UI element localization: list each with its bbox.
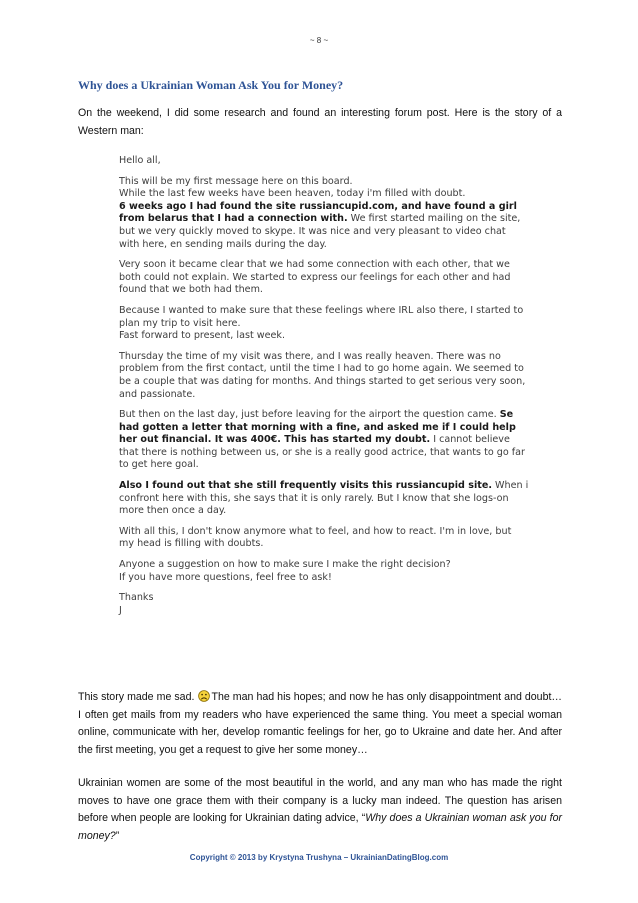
closing-paragraph	[78, 775, 562, 845]
closing-text: Ukrainian women are some of the most beautiful in the world, and any man who has made the right moves to have one grace them with their company is a lucky man indeed. The question has arisen before when people are looking for Ukrainian dating advice, “	[78, 777, 562, 824]
post-paragraph-4: Thursday the time of my visit was there, and I was really heaven. There was no problem from the first contact, until the time I had to go home again. We seemed to be a couple that was dating for months. And things started to get serious very soon, and passionate.	[119, 350, 526, 400]
post-paragraph-2: Very soon it became clear that we had some connection with each other, that we both could not explain. We started to express our feelings for each other and had found that we both had them.	[119, 259, 511, 296]
intro-paragraph: On the weekend, I did some research and found an interesting forum post. Here is the story of a Western man:	[78, 107, 562, 137]
post-text: I cannot believe that there is nothing between us, or she is a really good actrice, that wants to go far to get here goal.	[119, 434, 525, 471]
story-text: The man had his hopes; and now he has only disappointment and doubt… I often get mails from my readers who have experienced the same thing. You meet a special woman online, communicate with her, develop romantic feelings for her, go to Ukraine and date her. And after the first meeting, you get a request to give her some money…	[78, 691, 563, 756]
post-greeting: Hello all,	[119, 155, 161, 166]
post-text: We first started mailing on the site, but we very quickly moved to skype. It was nice and very pleasant to video chat with here, en sending mails during the day.	[119, 213, 521, 250]
post-text: But then on the last day, just before leaving for the airport the question came.	[119, 409, 500, 421]
post-bold-text: Se had gotten a letter that morning with a fine, and asked me if I could help her out financial. It was 400€. This has started my doubt.	[119, 409, 516, 446]
post-line: Fast forward to present, last week.	[119, 330, 286, 342]
post-signoff	[119, 592, 529, 617]
post-line: Anyone a suggestion on how to make sure I make the right decision?	[119, 559, 451, 571]
page-number: ~ 8 ~	[309, 36, 329, 45]
copyright-footer: Copyright © 2013 by Krystyna Trushyna – UkrainianDatingBlog.com	[189, 853, 449, 862]
forum-post-screenshot	[119, 155, 529, 665]
post-paragraph-6	[119, 480, 529, 518]
post-bold-text: Also I found out that she still frequently visits this russiancupid site.	[119, 480, 492, 492]
post-line: If you have more questions, feel free to ask!	[119, 571, 332, 583]
post-paragraph-3	[119, 305, 529, 343]
closing-quote: ”	[115, 829, 120, 842]
post-paragraph-1	[119, 176, 529, 252]
section-heading: Why does a Ukrainian Woman Ask You for Money?	[78, 78, 344, 92]
post-signature: J	[119, 604, 122, 616]
post-paragraph-8	[119, 559, 529, 584]
story-paragraph	[78, 689, 562, 759]
post-paragraph-5	[119, 409, 529, 472]
post-paragraph-7: With all this, I don't know anymore what to feel, and how to react. I'm in love, but my head is filling with doubts.	[119, 525, 512, 550]
closing-question: Why does a Ukrainian woman ask you for money?	[78, 812, 562, 842]
post-line: This will be my first message here on this board.	[119, 175, 353, 187]
post-bold-text: 6 weeks ago I had found the site russiancupid.com, and have found a girl from belarus that I had a connection with.	[119, 200, 517, 225]
post-text: When i confront here with this, she says that it is only rarely. But I know that she logs-on more then once a day.	[119, 480, 529, 517]
post-thanks: Thanks	[119, 592, 154, 604]
sad-face-icon	[198, 690, 210, 702]
post-line: Because I wanted to make sure that these feelings where IRL also there, I started to plan my trip to visit here.	[119, 304, 524, 329]
post-line: While the last few weeks have been heaven, today i'm filled with doubt.	[119, 188, 466, 200]
story-text: This story made me sad.	[78, 691, 195, 703]
